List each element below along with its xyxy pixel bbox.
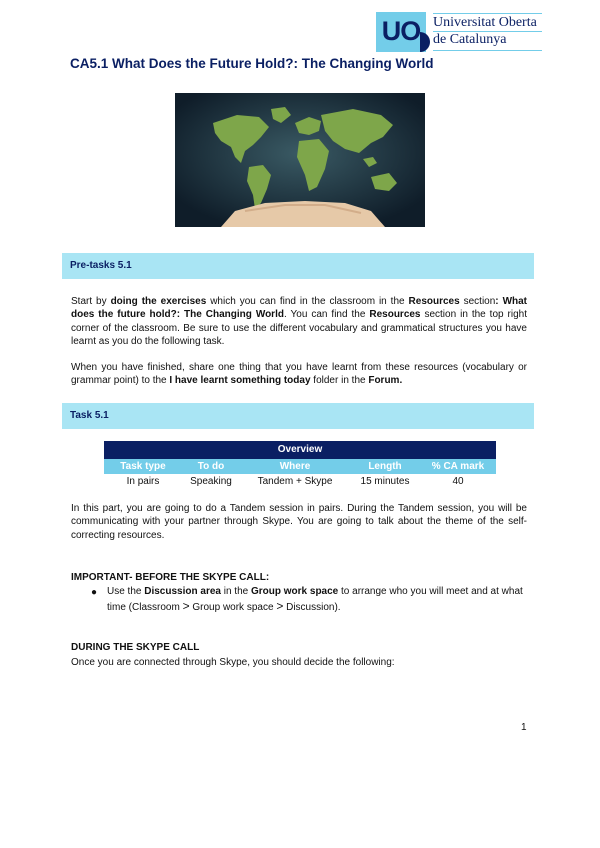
column-header: Length xyxy=(368,461,402,472)
text: Use the xyxy=(107,586,145,597)
logo-line2: de Catalunya xyxy=(433,32,507,47)
table-cell: Speaking xyxy=(190,476,232,487)
world-map-illustration xyxy=(175,93,425,227)
pretasks-band xyxy=(62,253,534,279)
task-label: Task 5.1 xyxy=(70,410,109,421)
bold-text: I have learnt something today xyxy=(169,375,311,387)
logo-rule-bottom xyxy=(433,50,542,51)
important-heading: IMPORTANT- BEFORE THE SKYPE CALL: xyxy=(71,572,270,583)
bold-text: doing the exercises xyxy=(110,296,207,307)
text: in the xyxy=(220,586,251,597)
table-title: Overview xyxy=(104,441,496,459)
text: section xyxy=(459,296,496,307)
bold-text: Group work space xyxy=(251,586,339,597)
world-map-hand-image xyxy=(175,93,425,227)
logo-c-shape xyxy=(420,32,430,52)
text: Discussion). xyxy=(283,602,341,613)
bold-text: Resources xyxy=(408,296,460,307)
logo-line1: Universitat Oberta xyxy=(433,15,537,30)
column-header: To do xyxy=(197,461,225,472)
uoc-logo xyxy=(376,12,542,52)
table-cell: 15 minutes xyxy=(360,476,410,487)
during-paragraph: Once you are connected through Skype, you should decide the following: xyxy=(71,657,395,668)
text: folder in the xyxy=(310,375,369,387)
task-intro-paragraph: In this part, you are going to do a Tandem session in pairs. During the Tandem session, you will be communicating with your partner through Skype. You are going to talk about the theme of the self-correcting resources. xyxy=(71,503,527,541)
table-cell: 40 xyxy=(452,476,464,487)
page-number: 1 xyxy=(521,722,527,733)
chevron-right-icon: > xyxy=(276,599,284,613)
column-header: Where xyxy=(279,461,311,472)
pretasks-paragraph-1 xyxy=(71,295,527,349)
text: which you can find in the classroom in the xyxy=(206,296,409,307)
text: When you have finished, share one thing that you have learnt from these resources (vocabulary or grammar point) to the xyxy=(71,362,527,387)
logo-text xyxy=(433,13,543,51)
text: to arrange who you will meet and at what time (Classroom xyxy=(107,586,523,613)
bold-text: Discussion area xyxy=(144,586,221,597)
text: Group work space xyxy=(189,602,277,613)
text: . You can find the xyxy=(283,309,370,321)
logo-mark: UO xyxy=(381,16,421,46)
table-cell: In pairs xyxy=(126,476,160,487)
pretasks-label: Pre-tasks 5.1 xyxy=(70,260,132,271)
column-header: % CA mark xyxy=(431,461,485,472)
page-title: CA5.1 What Does the Future Hold?: The Changing World xyxy=(70,56,434,71)
table-cell: Tandem + Skype xyxy=(257,476,333,487)
bold-text: Forum. xyxy=(368,375,403,387)
column-header: Task type xyxy=(120,461,166,472)
during-heading: DURING THE SKYPE CALL xyxy=(71,642,200,653)
overview-table xyxy=(104,441,496,490)
bold-text: Resources xyxy=(369,309,421,321)
bullet-icon: ● xyxy=(91,587,98,598)
table-header-row xyxy=(104,459,496,474)
bullet-item xyxy=(107,584,527,615)
text: Start by xyxy=(71,296,111,307)
bold-text: : What does the future hold?: The Changing World xyxy=(71,296,528,321)
table-row xyxy=(104,474,496,490)
chevron-right-icon: > xyxy=(182,599,190,613)
task-band xyxy=(62,403,534,429)
logo-rule-top xyxy=(433,13,542,14)
text: section in the top right corner of the classroom. Be sure to use the different vocabulary and grammatical structures you have learnt as you do the following task. xyxy=(71,309,527,348)
pretasks-paragraph-2 xyxy=(71,361,527,388)
